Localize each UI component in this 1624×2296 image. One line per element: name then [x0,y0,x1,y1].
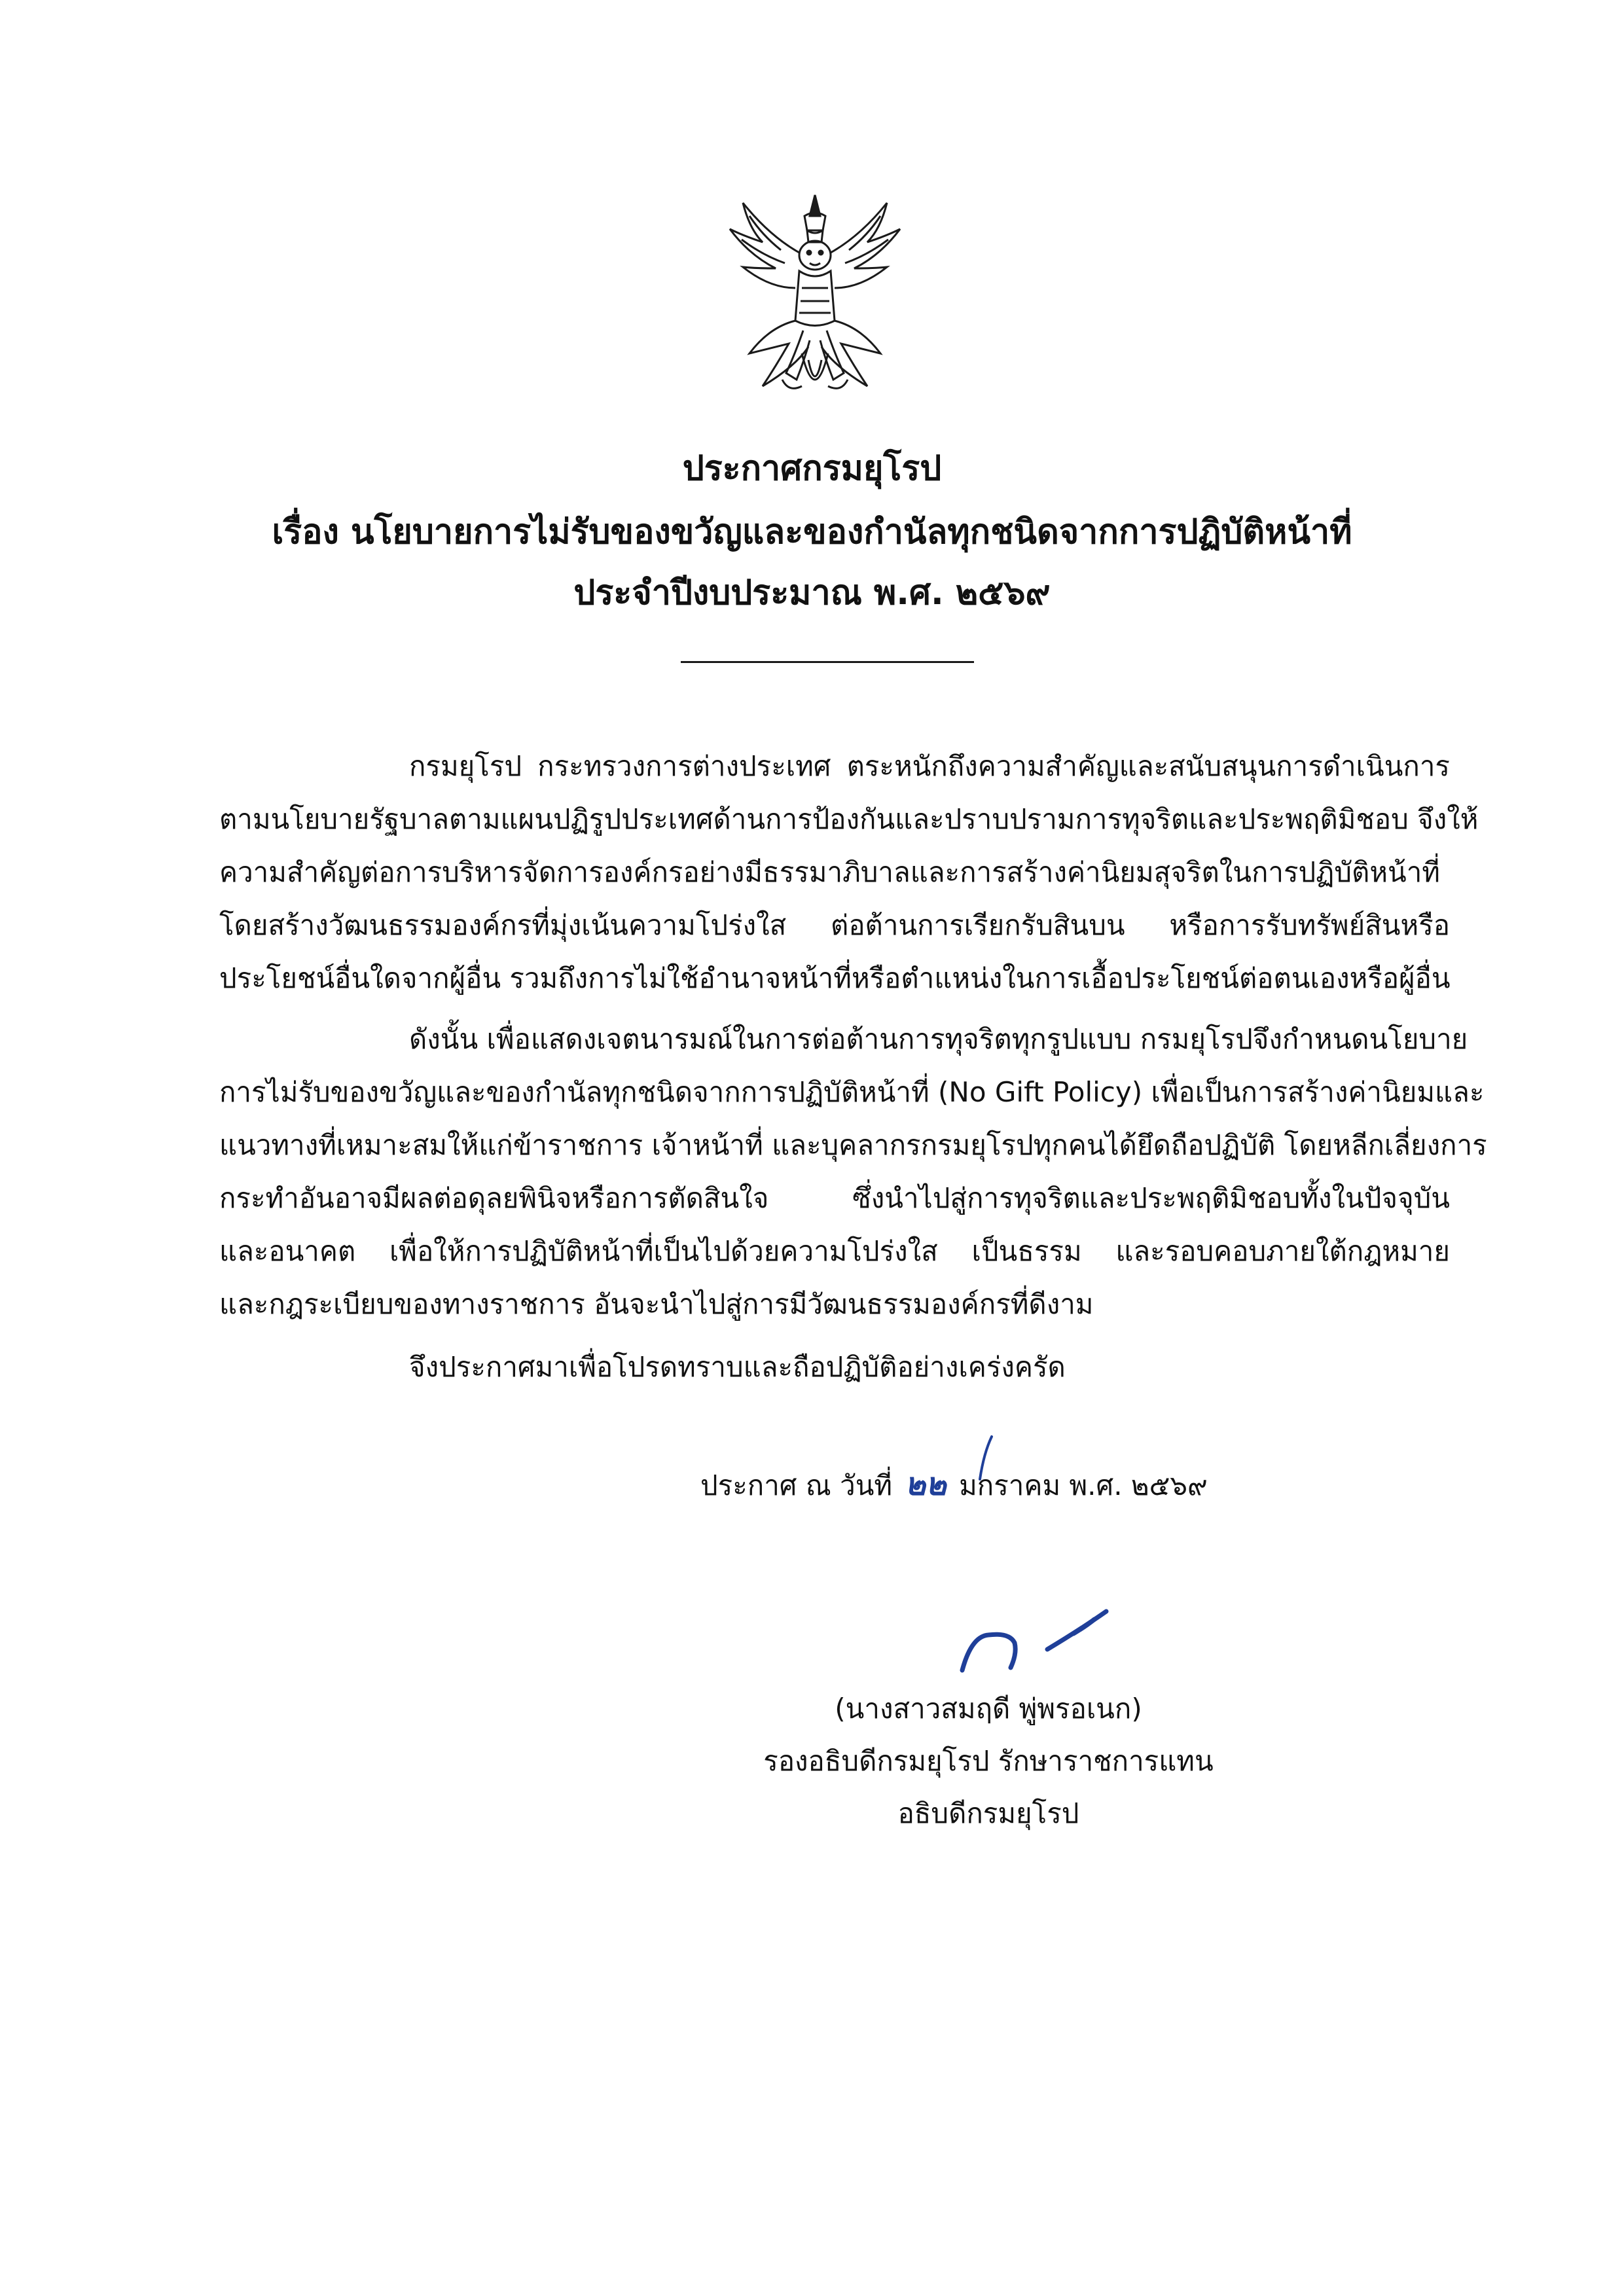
signatory-position: รองอธิบดีกรมยุโรป รักษาราชการแทน [763,1745,1214,1777]
signatory-name: (นางสาวสมฤดี พู่พรอเนก) [835,1693,1142,1725]
announcement-date [700,1466,1208,1503]
paragraph-1-line: ความสำคัญต่อการบริหารจัดการองค์กรอย่างมีธรรมาภิบาลและการสร้างค่านิยมสุจริตในการปฏิบัติหน้าที่ [219,856,1440,888]
announcement-title: ประกาศกรมยุโรป [682,449,942,488]
fiscal-year: ประจำปีงบประมาณ พ.ศ. ๒๕๖๙ [573,573,1051,613]
paragraph-1-line: ตามนโยบายรัฐบาลตามแผนปฏิรูปประเทศด้านการป้องกันและปราบปรามการทุจริตและประพฤติมิชอบ จึงให้ [219,803,1479,835]
date-prefix: ประกาศ ณ วันที่ [700,1469,893,1501]
paragraph-2-line: และกฎระเบียบของทางราชการ อันจะนำไปสู่การมีวัฒนธรรมองค์กรที่ดีงาม [219,1288,1094,1320]
paragraph-2-line: ดังนั้น เพื่อแสดงเจตนารมณ์ในการต่อต้านการทุจริตทุกรูปแบบ กรมยุโรปจึงกำหนดนโยบาย [409,1023,1468,1055]
paragraph-1-line: กรมยุโรป กระทรวงการต่างประเทศ ตระหนักถึงความสำคัญและสนับสนุนการดำเนินการ [409,750,1450,782]
paragraph-2-line: กระทำอันอาจมีผลต่อดุลยพินิจหรือการตัดสินใจ ซึ่งนำไปสู่การทุจริตและประพฤติมิชอบทั้งในปัจจุบัน [219,1182,1450,1214]
paragraph-1-line: โดยสร้างวัฒนธรรมองค์กรที่มุ่งเน้นความโปร่งใส ต่อต้านการเรียกรับสินบน หรือการรับทรัพย์สินหรือ [219,909,1450,941]
handwritten-signature [949,1597,1119,1682]
garuda-emblem [723,190,907,412]
paragraph-1-line: ประโยชน์อื่นใดจากผู้อื่น รวมถึงการไม่ใช้อำนาจหน้าที่หรือตำแหน่งในการเอื้อประโยชน์ต่อตนเองหรือผู้อื่น [219,962,1451,994]
paragraph-2-line: การไม่รับของขวัญและของกำนัลทุกชนิดจากการปฏิบัติหน้าที่ (No Gift Policy) เพื่อเป็นการสร้างค่านิยมและ [219,1076,1485,1108]
closing-statement: จึงประกาศมาเพื่อโปรดทราบและถือปฏิบัติอย่างเคร่งครัด [409,1351,1066,1383]
announcement-subject: เรื่อง นโยบายการไม่รับของขวัญและของกำนัลทุกชนิดจากการปฏิบัติหน้าที่ [272,512,1352,552]
date-day-handwritten: ๒๒ [905,1466,947,1503]
date-suffix: มกราคม พ.ศ. ๒๕๖๙ [959,1469,1208,1501]
title-divider [681,661,974,663]
paragraph-2-line: และอนาคต เพื่อให้การปฏิบัติหน้าที่เป็นไปด้วยความโปร่งใส เป็นธรรม และรอบคอบภายใต้กฎหมาย [219,1235,1450,1267]
paragraph-2-line: แนวทางที่เหมาะสมให้แก่ข้าราชการ เจ้าหน้าที่ และบุคลากรกรมยุโรปทุกคนได้ยึดถือปฏิบัติ โดยหลีกเลี่ยงการ [219,1129,1487,1161]
signatory-title: อธิบดีกรมยุโรป [897,1797,1079,1829]
